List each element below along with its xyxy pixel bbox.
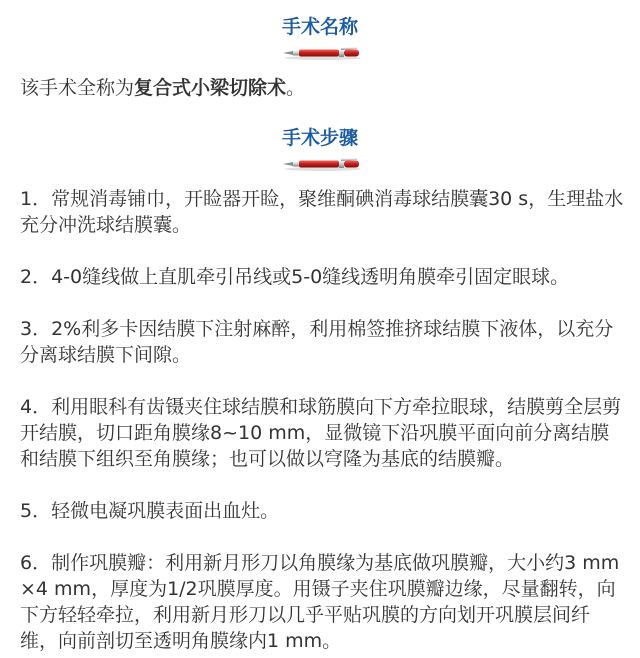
pen-icon	[281, 156, 363, 172]
step-1: 1．常规消毒铺巾，开睑器开睑，聚维酮碘消毒球结膜囊30 s，生理盐水充分冲洗球结膜囊。	[20, 188, 624, 236]
step-6: 6．制作巩膜瓣：利用新月形刀以角膜缘为基底做巩膜瓣，大小约3 mm×4 mm，厚度为1/2巩膜厚度。用镊子夹住巩膜瓣边缘，尽量翻转，向下方轻轻牵拉，利用新月形刀以几乎平贴巩膜的方向划开巩膜层间纤维，向前剖切至透明角膜缘内1 mm。	[20, 552, 620, 652]
intro-prefix: 该手术全称为	[20, 77, 135, 99]
pen-icon	[281, 45, 363, 61]
procedure-intro	[20, 74, 305, 102]
intro-suffix: 。	[286, 77, 306, 99]
section-title-procedure-steps: 手术步骤	[281, 127, 358, 149]
procedure-steps-list	[20, 186, 624, 654]
step-5: 5．轻微电凝巩膜表面出血灶。	[20, 500, 280, 522]
step-3: 3．2%利多卡因结膜下注射麻醉，利用棉签推挤球结膜下液体，以充分分离球结膜下间隙。	[20, 318, 614, 366]
step-2: 2．4-0缝线做上直肌牵引吊线或5-0缝线透明角膜牵引固定眼球。	[20, 266, 570, 288]
step-4: 4．利用眼科有齿镊夹住球结膜和球筋膜向下方牵拉眼球，结膜剪全层剪开结膜，切口距角膜缘8~10 mm，显微镜下沿巩膜平面向前分离结膜和结膜下组织至角膜缘；也可以做以穹隆为基底的结膜瓣。	[20, 396, 622, 470]
procedure-full-name: 复合式小梁切除术	[134, 77, 287, 99]
section-title-procedure-name: 手术名称	[281, 16, 358, 38]
